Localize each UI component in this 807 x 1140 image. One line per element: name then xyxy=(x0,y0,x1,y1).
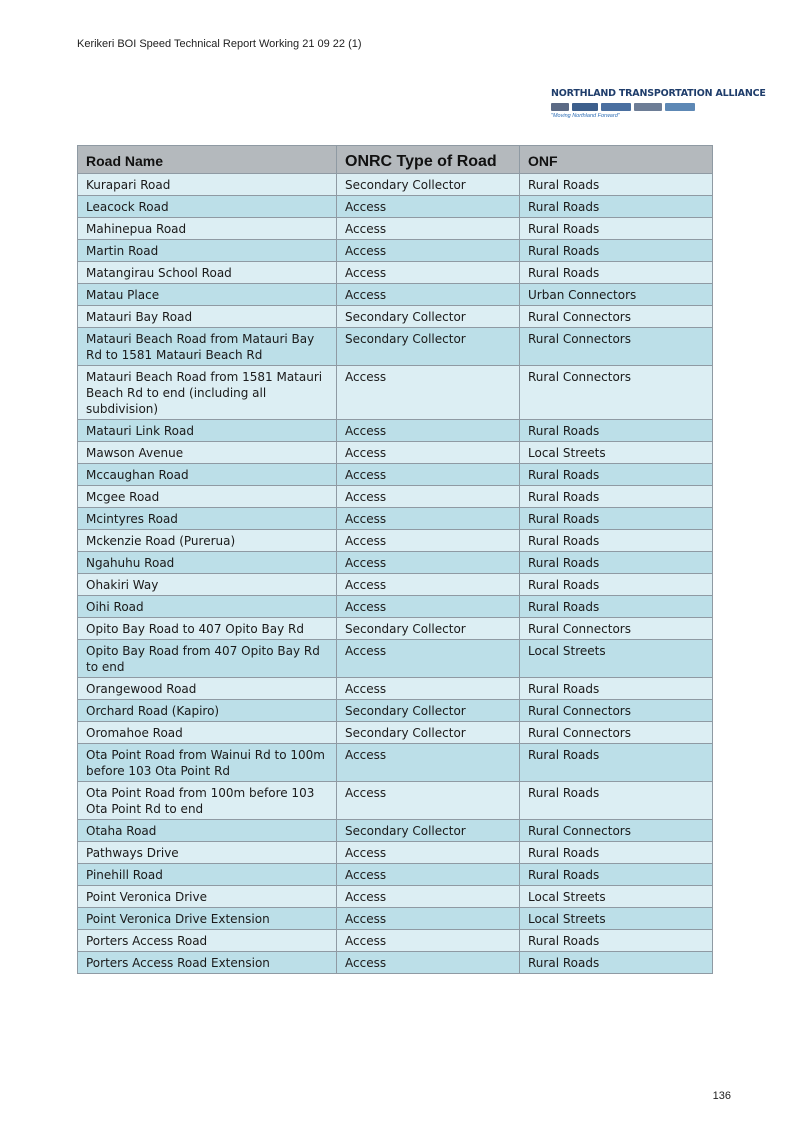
cell-road-name: Martin Road xyxy=(78,240,337,262)
cell-onrc-type: Access xyxy=(337,366,520,420)
cell-road-name: Orchard Road (Kapiro) xyxy=(78,700,337,722)
cell-onrc-type: Secondary Collector xyxy=(337,700,520,722)
cell-onrc-type: Access xyxy=(337,678,520,700)
cell-onf: Rural Roads xyxy=(520,744,713,782)
table-row xyxy=(78,722,713,744)
cell-onf: Rural Roads xyxy=(520,530,713,552)
cell-onrc-type: Access xyxy=(337,596,520,618)
cell-road-name: Ota Point Road from 100m before 103 Ota Point Rd to end xyxy=(78,782,337,820)
cell-onf: Rural Roads xyxy=(520,240,713,262)
table-row xyxy=(78,218,713,240)
cell-onrc-type: Access xyxy=(337,262,520,284)
table-row xyxy=(78,420,713,442)
cell-onf: Rural Roads xyxy=(520,486,713,508)
cell-onrc-type: Secondary Collector xyxy=(337,328,520,366)
table-row xyxy=(78,306,713,328)
document-header-title: Kerikeri BOI Speed Technical Report Working 21 09 22 (1) xyxy=(77,38,362,50)
table-row xyxy=(78,552,713,574)
table-row xyxy=(78,240,713,262)
cell-onf: Rural Roads xyxy=(520,930,713,952)
cell-onf: Local Streets xyxy=(520,886,713,908)
cell-road-name: Ohakiri Way xyxy=(78,574,337,596)
logo-slogan: "Moving Northland Forward" xyxy=(551,113,620,119)
cell-onrc-type: Secondary Collector xyxy=(337,820,520,842)
table-row xyxy=(78,464,713,486)
cell-onf: Local Streets xyxy=(520,442,713,464)
cell-onf: Rural Roads xyxy=(520,596,713,618)
cell-onrc-type: Access xyxy=(337,952,520,974)
table-row xyxy=(78,744,713,782)
cell-road-name: Mccaughan Road xyxy=(78,464,337,486)
cell-onrc-type: Access xyxy=(337,640,520,678)
cell-road-name: Mawson Avenue xyxy=(78,442,337,464)
cell-onf: Rural Roads xyxy=(520,464,713,486)
cell-onf: Rural Connectors xyxy=(520,328,713,366)
cell-onf: Rural Roads xyxy=(520,262,713,284)
cell-onf: Rural Roads xyxy=(520,678,713,700)
cell-road-name: Mckenzie Road (Purerua) xyxy=(78,530,337,552)
cell-road-name: Pathways Drive xyxy=(78,842,337,864)
table-row xyxy=(78,930,713,952)
cell-road-name: Ngahuhu Road xyxy=(78,552,337,574)
cell-road-name: Point Veronica Drive xyxy=(78,886,337,908)
cell-onrc-type: Secondary Collector xyxy=(337,306,520,328)
table-row xyxy=(78,508,713,530)
table-row xyxy=(78,952,713,974)
cell-onrc-type: Access xyxy=(337,240,520,262)
cell-onf: Rural Roads xyxy=(520,574,713,596)
cell-road-name: Matangirau School Road xyxy=(78,262,337,284)
cell-onf: Rural Roads xyxy=(520,952,713,974)
table-header-row xyxy=(78,146,713,174)
cell-onf: Urban Connectors xyxy=(520,284,713,306)
cell-road-name: Mahinepua Road xyxy=(78,218,337,240)
cell-road-name: Pinehill Road xyxy=(78,864,337,886)
cell-road-name: Leacock Road xyxy=(78,196,337,218)
cell-road-name: Matauri Beach Road from 1581 Matauri Beach Rd to end (including all subdivision) xyxy=(78,366,337,420)
cell-onrc-type: Access xyxy=(337,420,520,442)
cell-onf: Rural Roads xyxy=(520,508,713,530)
cell-onf: Rural Connectors xyxy=(520,618,713,640)
cell-onf: Local Streets xyxy=(520,640,713,678)
cell-road-name: Opito Bay Road to 407 Opito Bay Rd xyxy=(78,618,337,640)
cell-road-name: Ota Point Road from Wainui Rd to 100m before 103 Ota Point Rd xyxy=(78,744,337,782)
cell-onrc-type: Secondary Collector xyxy=(337,618,520,640)
cell-onrc-type: Access xyxy=(337,574,520,596)
table-row xyxy=(78,366,713,420)
cell-onrc-type: Access xyxy=(337,442,520,464)
cell-onf: Rural Connectors xyxy=(520,820,713,842)
table-row xyxy=(78,284,713,306)
cell-onrc-type: Access xyxy=(337,782,520,820)
cell-road-name: Porters Access Road xyxy=(78,930,337,952)
cell-onf: Rural Roads xyxy=(520,174,713,196)
cell-road-name: Matauri Link Road xyxy=(78,420,337,442)
cell-road-name: Mcintyres Road xyxy=(78,508,337,530)
table-row xyxy=(78,174,713,196)
column-header-road-name: Road Name xyxy=(78,146,337,174)
table-row xyxy=(78,328,713,366)
cell-onrc-type: Access xyxy=(337,886,520,908)
cell-road-name: Orangewood Road xyxy=(78,678,337,700)
table-row xyxy=(78,262,713,284)
column-header-onrc-type: ONRC Type of Road xyxy=(337,146,520,174)
cell-onrc-type: Access xyxy=(337,486,520,508)
cell-road-name: Otaha Road xyxy=(78,820,337,842)
cell-onrc-type: Access xyxy=(337,464,520,486)
table-row xyxy=(78,678,713,700)
cell-onrc-type: Access xyxy=(337,508,520,530)
partner-logos-strip xyxy=(551,101,723,112)
table-row xyxy=(78,574,713,596)
cell-onf: Rural Roads xyxy=(520,196,713,218)
cell-onf: Rural Roads xyxy=(520,420,713,442)
cell-onf: Rural Roads xyxy=(520,782,713,820)
cell-road-name: Opito Bay Road from 407 Opito Bay Rd to end xyxy=(78,640,337,678)
cell-road-name: Mcgee Road xyxy=(78,486,337,508)
table-row xyxy=(78,908,713,930)
table-row xyxy=(78,618,713,640)
cell-onf: Rural Roads xyxy=(520,218,713,240)
table-row xyxy=(78,196,713,218)
cell-road-name: Matauri Beach Road from Matauri Bay Rd to 1581 Matauri Beach Rd xyxy=(78,328,337,366)
cell-onf: Rural Roads xyxy=(520,864,713,886)
page-number: 136 xyxy=(712,1090,731,1102)
cell-onrc-type: Access xyxy=(337,530,520,552)
cell-onrc-type: Access xyxy=(337,196,520,218)
cell-onf: Rural Connectors xyxy=(520,700,713,722)
cell-onrc-type: Access xyxy=(337,284,520,306)
cell-onf: Rural Connectors xyxy=(520,366,713,420)
table-row xyxy=(78,640,713,678)
road-classification-table xyxy=(77,145,713,974)
table-row xyxy=(78,596,713,618)
cell-road-name: Oromahoe Road xyxy=(78,722,337,744)
logo-title: NORTHLAND TRANSPORTATION ALLIANCE xyxy=(551,88,766,99)
cell-onrc-type: Access xyxy=(337,744,520,782)
cell-onrc-type: Access xyxy=(337,842,520,864)
table-row xyxy=(78,700,713,722)
cell-onf: Rural Connectors xyxy=(520,306,713,328)
cell-road-name: Matau Place xyxy=(78,284,337,306)
cell-onrc-type: Secondary Collector xyxy=(337,722,520,744)
table-body xyxy=(78,174,713,974)
cell-onf: Local Streets xyxy=(520,908,713,930)
table-row xyxy=(78,486,713,508)
cell-onf: Rural Roads xyxy=(520,552,713,574)
cell-road-name: Matauri Bay Road xyxy=(78,306,337,328)
northland-transportation-alliance-logo xyxy=(551,88,766,122)
table-row xyxy=(78,864,713,886)
cell-road-name: Oihi Road xyxy=(78,596,337,618)
cell-onf: Rural Connectors xyxy=(520,722,713,744)
table-row xyxy=(78,886,713,908)
cell-road-name: Porters Access Road Extension xyxy=(78,952,337,974)
cell-onrc-type: Access xyxy=(337,930,520,952)
column-header-onf: ONF xyxy=(520,146,713,174)
cell-onrc-type: Access xyxy=(337,908,520,930)
cell-road-name: Point Veronica Drive Extension xyxy=(78,908,337,930)
table-row xyxy=(78,820,713,842)
cell-onrc-type: Access xyxy=(337,552,520,574)
table-row xyxy=(78,782,713,820)
cell-onrc-type: Access xyxy=(337,218,520,240)
cell-onrc-type: Secondary Collector xyxy=(337,174,520,196)
cell-onf: Rural Roads xyxy=(520,842,713,864)
cell-onrc-type: Access xyxy=(337,864,520,886)
table-row xyxy=(78,442,713,464)
table-row xyxy=(78,530,713,552)
table-row xyxy=(78,842,713,864)
cell-road-name: Kurapari Road xyxy=(78,174,337,196)
